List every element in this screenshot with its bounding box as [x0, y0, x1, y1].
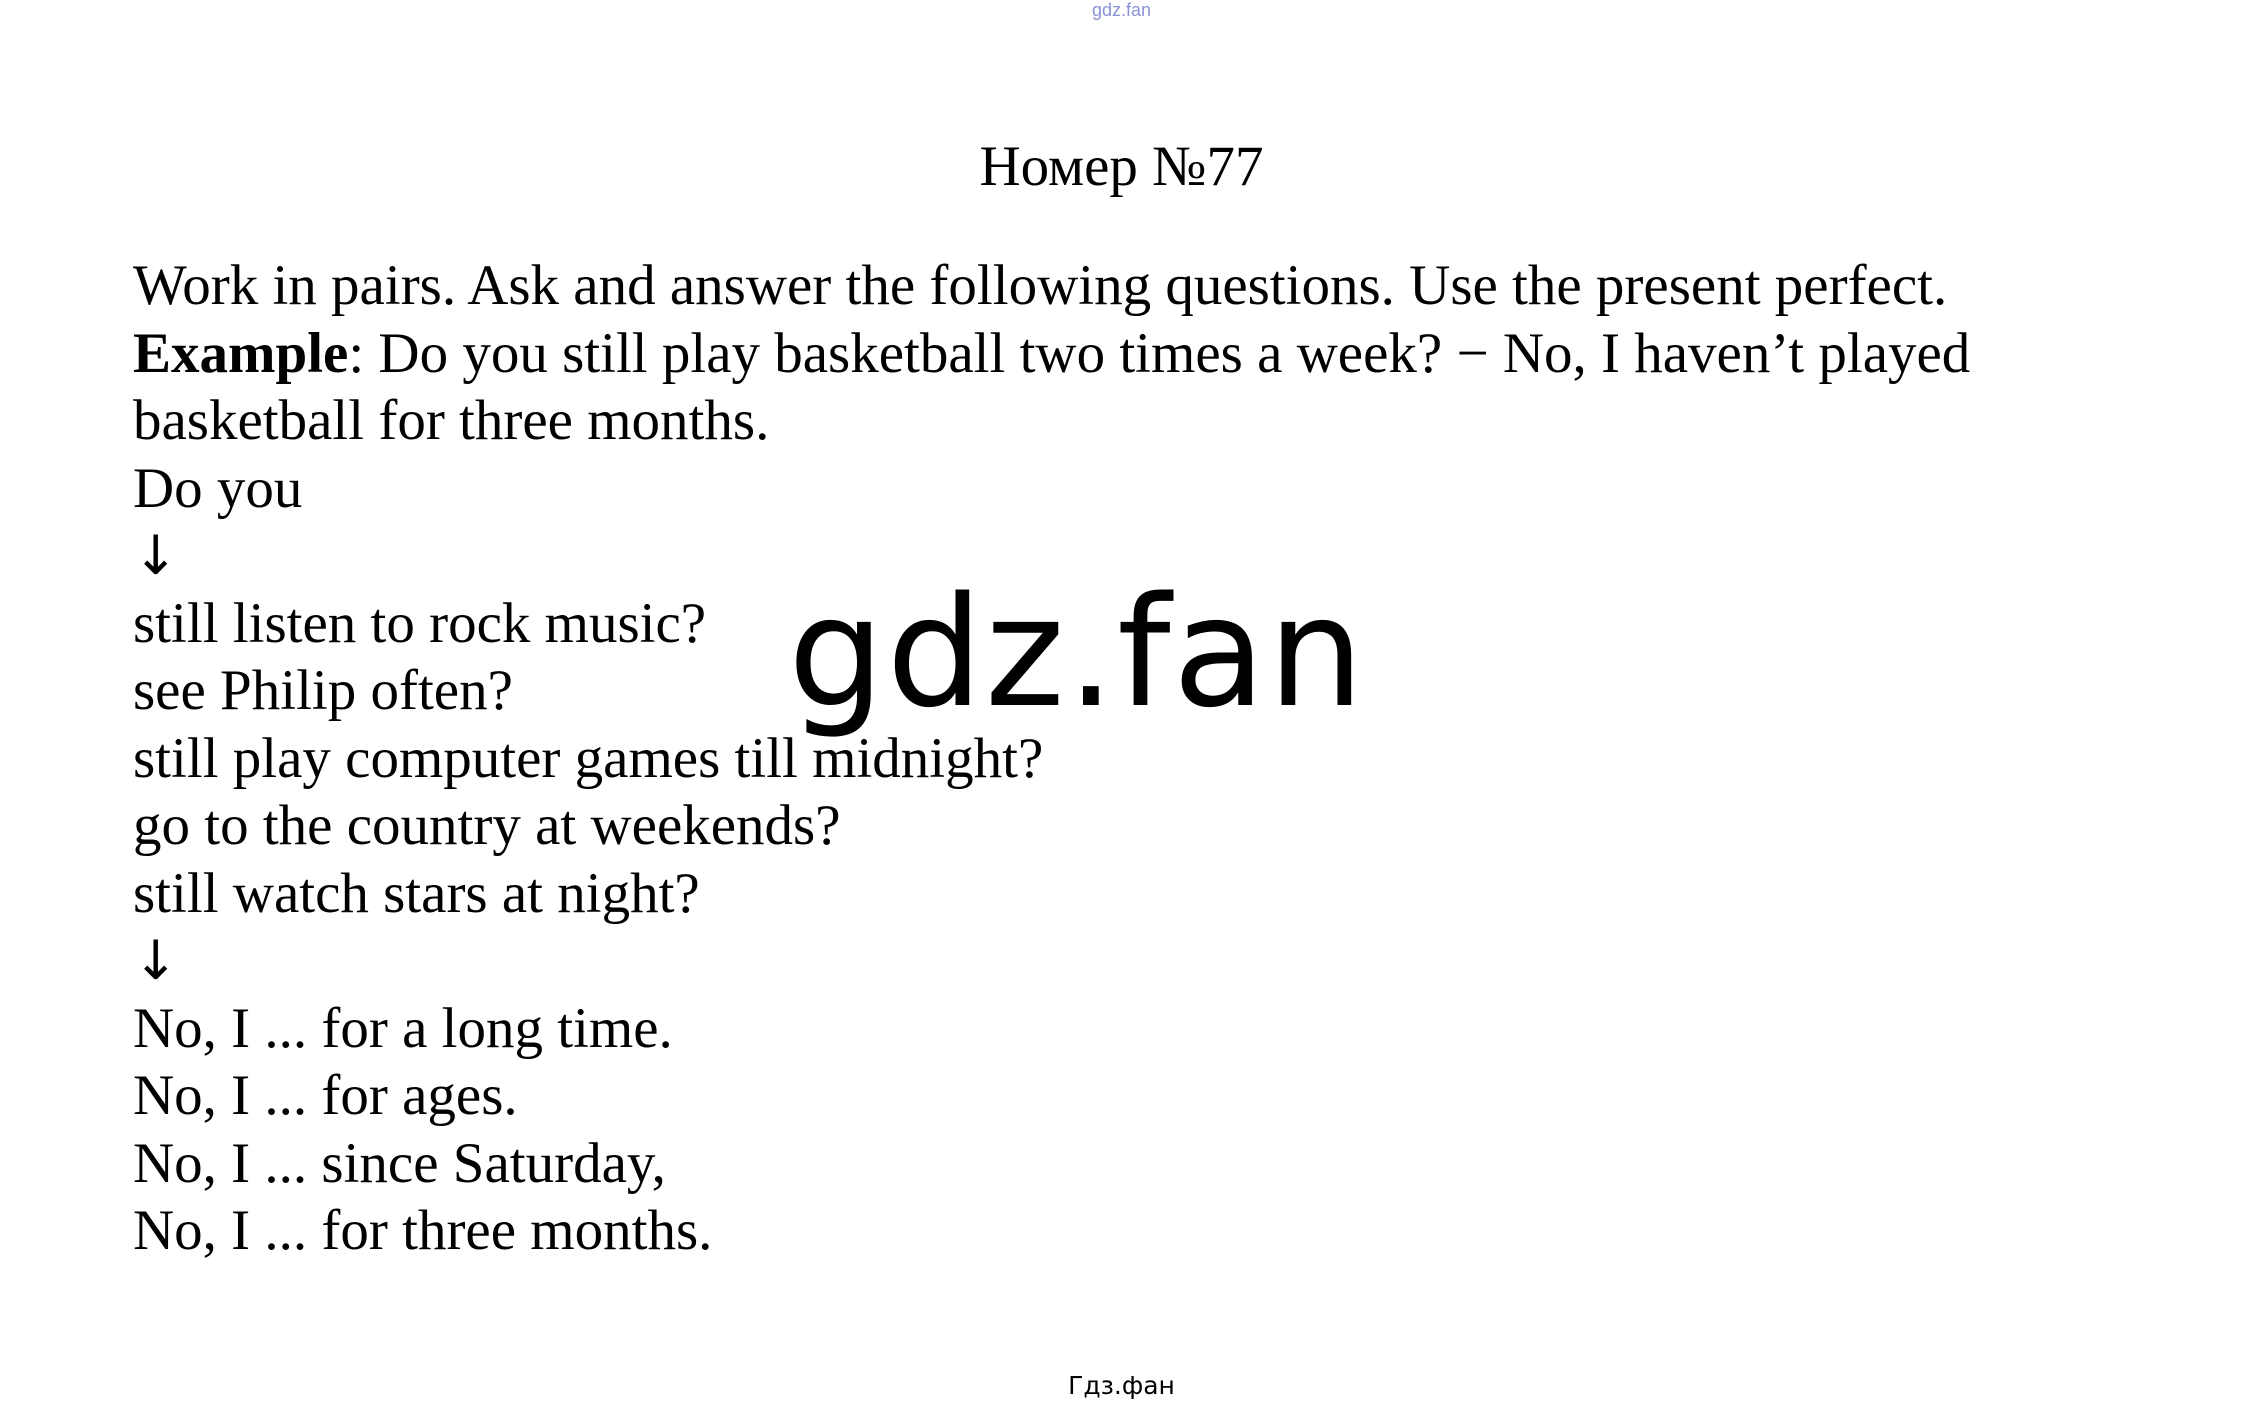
answer-item: No, I ... since Saturday, — [133, 1131, 666, 1195]
down-arrow-icon: ↓ — [133, 524, 179, 587]
page-title: Номер №77 — [979, 135, 1264, 198]
instruction-text: Work in pairs. Ask and answer the following questions. Use the present perfect. — [133, 254, 1948, 317]
footer-text: Гдз.фан — [1068, 1371, 1175, 1400]
site-watermark: gdz.fan — [788, 564, 1367, 741]
example-text: : Do you still play basketball two times a week? − No, I haven’t played — [348, 321, 1971, 385]
question-item: still watch stars at night? — [133, 861, 700, 925]
answer-item: No, I ... for ages. — [133, 1064, 518, 1127]
top-watermark: gdz.fan — [1091, 0, 1152, 20]
question-item: go to the country at weekends? — [133, 794, 841, 857]
question-item: still listen to rock music? — [133, 591, 707, 655]
example-line-2: basketball for three months. — [133, 389, 770, 452]
down-arrow-icon: ↓ — [133, 929, 179, 992]
exercise-content — [133, 252, 2173, 1265]
answer-item: No, I ... for a long time. — [133, 996, 673, 1060]
example-line-1 — [133, 320, 2173, 388]
example-label: Example — [133, 321, 349, 385]
question-item: still play computer games till midnight? — [133, 726, 1044, 790]
answer-item: No, I ... for three months. — [133, 1199, 713, 1262]
prompt-text: Do you — [133, 456, 303, 520]
question-item: see Philip often? — [133, 659, 513, 722]
